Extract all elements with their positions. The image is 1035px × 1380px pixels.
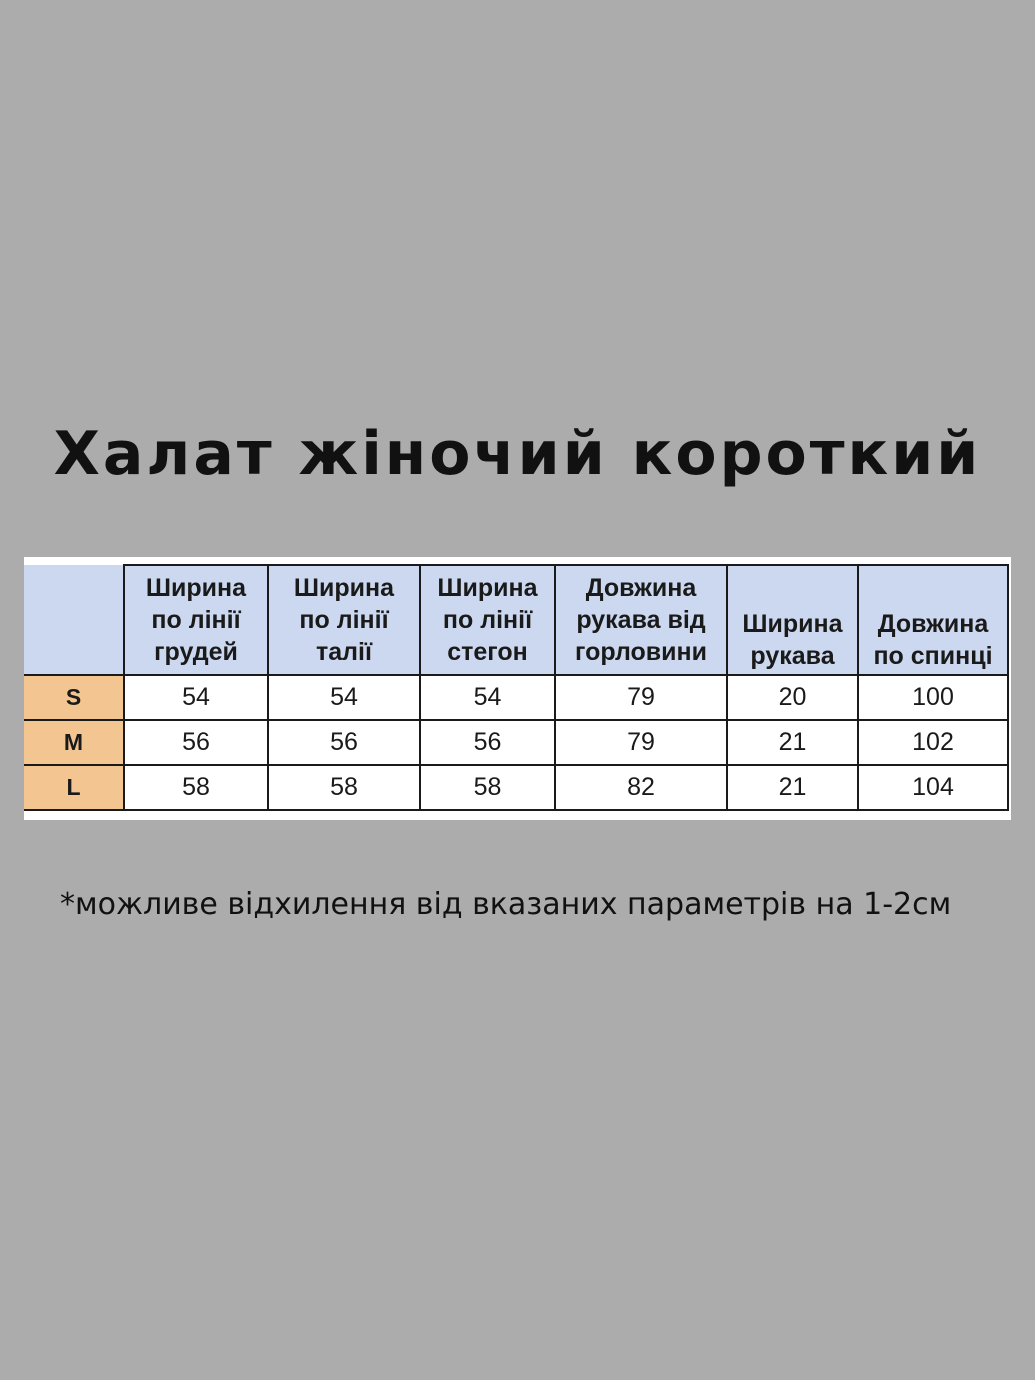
table-cell: 58 bbox=[268, 765, 420, 810]
table-cell: 104 bbox=[858, 765, 1008, 810]
column-header-hip-width: Ширина по лінії стегон bbox=[420, 565, 555, 675]
table-cell: 79 bbox=[555, 675, 727, 720]
table-cell: 58 bbox=[420, 765, 555, 810]
table-header-row bbox=[24, 565, 1008, 675]
table-cell: 54 bbox=[268, 675, 420, 720]
table-cell: 20 bbox=[727, 675, 858, 720]
column-header-chest-width: Ширина по лінії грудей bbox=[124, 565, 268, 675]
table-cell: 21 bbox=[727, 765, 858, 810]
size-chart bbox=[24, 557, 1011, 820]
table-row bbox=[24, 720, 1008, 765]
column-header-waist-width: Ширина по лінії талії bbox=[268, 565, 420, 675]
size-label: M bbox=[24, 720, 124, 765]
size-label: S bbox=[24, 675, 124, 720]
table-cell: 79 bbox=[555, 720, 727, 765]
page-title: Халат жіночий короткий bbox=[53, 419, 982, 489]
table-row bbox=[24, 675, 1008, 720]
size-table bbox=[24, 564, 1009, 811]
table-cell: 54 bbox=[124, 675, 268, 720]
table-cell: 54 bbox=[420, 675, 555, 720]
table-cell: 82 bbox=[555, 765, 727, 810]
corner-cell bbox=[24, 565, 124, 675]
table-row bbox=[24, 765, 1008, 810]
table-cell: 56 bbox=[268, 720, 420, 765]
size-label: L bbox=[24, 765, 124, 810]
table-cell: 102 bbox=[858, 720, 1008, 765]
table-cell: 21 bbox=[727, 720, 858, 765]
table-cell: 100 bbox=[858, 675, 1008, 720]
column-header-sleeve-width: Ширина рукава bbox=[727, 565, 858, 675]
table-cell: 56 bbox=[420, 720, 555, 765]
column-header-sleeve-length: Довжина рукава від горловини bbox=[555, 565, 727, 675]
footnote: *можливе відхилення від вказаних параметрів на 1-2см bbox=[60, 887, 952, 922]
table-cell: 56 bbox=[124, 720, 268, 765]
column-header-back-length: Довжина по спинці bbox=[858, 565, 1008, 675]
table-cell: 58 bbox=[124, 765, 268, 810]
